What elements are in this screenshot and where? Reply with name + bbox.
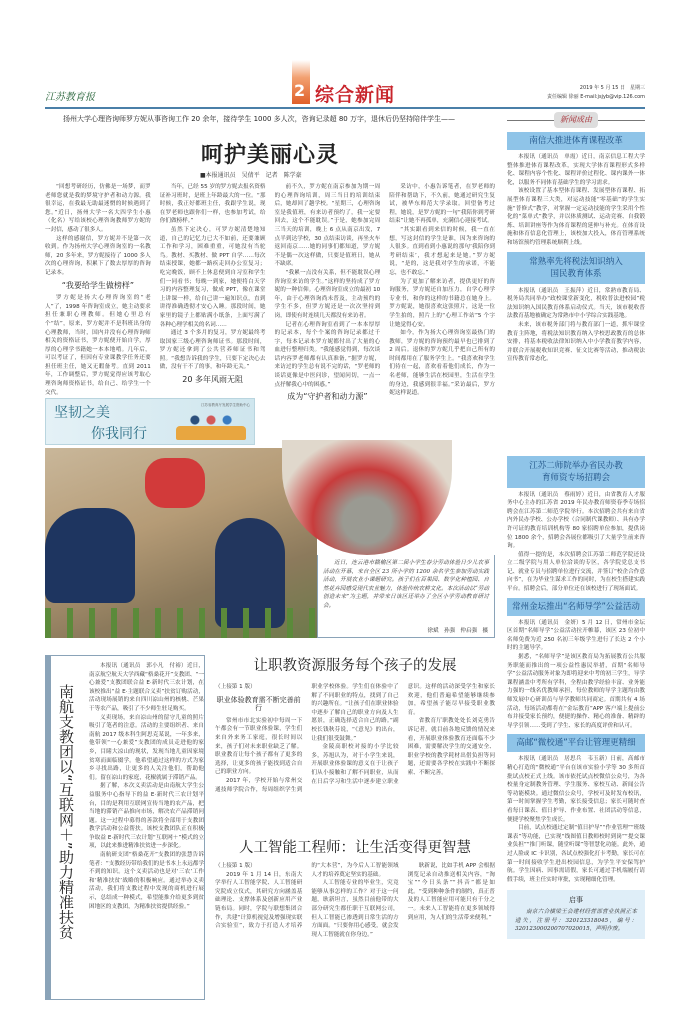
- continued-note: （上接第 1 版）: [215, 863, 256, 869]
- ai-headline: 人工智能工程师：让生活变得更智慧: [239, 840, 471, 856]
- lead-kicker: 扬州大学心理咨询师罗方妮从事咨询工作 20 余年，接待学生 1000 多人次，咨询记录超 80 万字，退休后仍坚持陪伴学生——: [63, 115, 455, 123]
- masthead: [45, 60, 645, 110]
- notice-text: 南京六合横梁王会建材经营部营业执照正本遗失，注册号：320123318045，编号：320123000200707020015，声明作废。: [515, 909, 637, 933]
- banner-small-text: 江苏省教育厅发展学生资助中心: [201, 403, 250, 407]
- subheading: 成为“守护者和动力源”: [287, 392, 368, 402]
- subheading: 职业体验教育需不断完善前行: [216, 695, 301, 713]
- paragraph: 耿新说，比如手机 APP 会根据浏览记录自动推送相关内容，“淘宝”“今日头条”“抖音”都是如此。“受到种种条件的制约，真正普及的人工智能应用可能只有千分之一。未来人工智能将在更多领域得到应用，为人们的生活带来便利。”: [407, 863, 495, 921]
- page-number-badge: [292, 60, 310, 104]
- paragraph: 本报讯（通讯员 郭小凡 付裕）近日，南京航空航天大学西藏“格桑花开”支教团、“一心兼爱”支教团联合益 E·新时代三农计划，在该校推出“益 E·主题联合义卖”扶贫订购活动，活动现场展销的来自四川凉山州的核桃、芒果干等农产品，吸引了不少师生驻足购买。: [89, 663, 204, 712]
- continued-note: （上接第 1 版）: [215, 684, 256, 690]
- paragraph: 记者在心理咨询室看到了一本本厚厚的记录本，每个个案的咨询记录都过千字，每本记录本罗方妮都付出了大量的心血进行整理归类。“我能感觉得到，每次谈话内容罗老师都有认真准备，”据罗方妮，来访过的学生总有说不完的话，“罗老师的谈话更像是中医问诊，望闻问切，一点一点抒解我心中的困惑。”: [274, 321, 381, 388]
- seedlings: [45, 608, 317, 638]
- brief-title: 南信大推进体育课程改革: [507, 132, 645, 150]
- paragraph: 这样的感谢信，罗方妮并不是第一次收到。作为扬州大学心理咨询室的一名教师，20 多年来，罗方妮接待了 1000 多人次的心理咨询，积累下了数去厚厚的咨询记录本。: [45, 235, 151, 276]
- paragraph: 南航研支团“格桑花开”支教团的张慧告诉笔者：“支教经历带给我们的是书本上永远都学不到的知识。这个义卖活动也是对‘三农’工作和‘精准扶贫’战略的积极响应。通过举办义卖活动，我们将支教过程中发现的商机进行展示，总结成一种模式，希望能推介给更多到贫困地区的支教团，为精准扶贫提供经验。”: [89, 852, 204, 910]
- banner-line2: 你我同行: [91, 426, 147, 442]
- brief-item: [507, 132, 645, 252]
- paragraph: 人工智能专业的毕业生，究竟能够从事怎样的工作？对于这一问题，耿新坦言，虽然目前他带的大部分研究生都任职于互联网公司，但人工智能已渗透到日常生活的方方面面。“只要你用心感受，就会发现人工智能就在你身边。”: [311, 880, 399, 938]
- paragraph: 2017 年，学校开始与常州交通技师学院合作，每周组织学生到职业学校体验。学生们在体验中了解了不同职业的特点，找到了自己的兴趣所在。“让孩子们在职业体验中逐步了解自己的职业方向及人生愿景，正确选择适合自己的路。”副校长钱秋芬说，“《意见》的出台，让我们很受鼓舞。”: [215, 684, 399, 793]
- paragraph: 未来，该市税务部门将与教育部门一道，抓牢课堂教育主阵地，将税法知识教育纳入学校思政教育的总体安排，将基本税收法律知识纳入中小学教育教学内容，并联合开展税收知识竞赛、征文比赛等活动，推动税法宣传教育常态化。: [507, 321, 645, 363]
- paragraph: 据了解，本次义卖活动是由南航大学生公益服务中心指导下的益 E·新时代三农计划平台，目的是利用互联网宣传当地的农产品，把当地的滞销产品推向市场，解决农产品滞销问题。这一过程中募得的善款将全部用于支教团教学活动和公益帮扶。该校支教团队正在积极争取益 E·新时代三农计划“互联网＋”模式的立项，以此来推进精准扶贫进一步深化。: [89, 783, 204, 850]
- paragraph: 如今，作为扬大心理咨询室最热门的教师，罗方妮的咨询预约最早也已排到了 2 周后。退休的罗方妮几乎把自己所有的时间都用在了服务学生上。“我喜欢和学生们待在一起，喜欢看着他们成长，作为一名老师，能够生活在校园里，生活在学生的身边，我感到很幸福。”采访最后，罗方妮这样说道。: [389, 330, 495, 397]
- brief-body: [507, 616, 645, 735]
- ai-story-body: [215, 862, 495, 1002]
- paragraph: “其实跟看到来信的时候，我一直在想，写这封信的学生是谁，因为来咨询的人很多。直到看到小惠说的那句‘我陪你到考研结束’，我才想起来是她。”罗方妮说，“是的，这是我对学生的承诺，不能忘，也不敢忘。”: [389, 226, 495, 276]
- paragraph: 省教育厅职教处处长刘克勇告诉记者，就目前各地反馈的情况来看，开展职业体验教育还面临不少困难，需要解决学生的交通安全、职业学校的教学耗材出借负担等问题，还需要各学校在实践中不断探索、不断完善。: [407, 718, 495, 776]
- side-story-box: [45, 655, 205, 1000]
- paragraph: 采访中，小惠告诉笔者，在罗老师的陪伴和帮助下，不久前，她通过研究生复试，被华东师范大学录取。回望备考过程，她说，是罗方妮的一句“我陪你到考研结束”让她不再孤单，充满信心迎接考试。: [389, 184, 495, 225]
- subheading: “我要给学生做榜样”: [61, 280, 135, 290]
- paragraph: 当年，已经 55 岁的罗方妮去报名资格证补习班时，是班上年龄最大的一位。“那时候，我正好都班主任，我跟学生说，现在罗老师也跟你们一样，也参加考试，给你们做榜样。”: [159, 184, 266, 225]
- brief-body: [507, 488, 645, 598]
- paragraph: 本报讯（通讯员 蔡雨婷）近日，由省教育人才服务中心主办的江苏省 2019 年民办教育师资春季专场招聘会在江苏第二师范学院举行。本次招聘会共有来自省内外民办学校、公办学校（合同制代课教师）、具有办学许可证的教育培训机构等 80 家招聘单位参加，提供岗位 1800 余个，招聘会各展位都吸引了大量学生前来咨询。: [507, 491, 645, 550]
- section-title: 综合新闻: [315, 84, 396, 106]
- paragraph: “我累一点没有关系，但不能耽误心理咨询室来访的学生。”这样的坚持成了罗方妮的一种信仰。心理咨询室成立的最初 10 年，由于心理咨询尚未普及，主动预约的学生不多，但罗方妮还是一次次坚持到岗，即使有时连续几天都没有来访者。: [274, 269, 381, 319]
- brief-body: [507, 150, 645, 252]
- paragraph: 本报讯（通讯员 单霞）近日，南京信息工程大学整体推进体育课程改革，实现大学体育课程形式多样化、课程内容个性化、课程评价过程化、课内课外一体化，以服务不同体育基础学生的学习需求。: [507, 154, 645, 186]
- side-story-title: 南航支教团以“互联网＋”助力精准扶贫: [57, 684, 75, 940]
- brief-title: 江苏二师院举办省民办教育师资专场招聘会: [507, 456, 645, 488]
- photo-caption-box: [317, 555, 495, 638]
- paragraph: 本报讯（通讯员 居思兵 韦玉新）日前，高邮市精心打造的“微校通”平台在该市实验小学等 30 多所首批试点校正式上线。该市依托试点校微信公众号，为各校量身定制教务管理、学生服务、家校互动、新闻公告等功能模块。通过微信公众号，学校可及时发布校讯，第一时间掌握学生考勤，家长接受信息；家长可随时查看每日课表、值日护导、作业布置、社团活动等信息，便捷学校聚焦学生成长。: [507, 756, 645, 823]
- paragraph: “回想考研经历，仿佛是一场梦，而罗老师您就是我的梦境守护者和动力源。我很幸运，在我最无助最迷惘的时候遇到了您。”近日，扬州大学一名大四学生小惠（化名）写给该校心理咨询教师罗方妮的一封信，感动了很多人。: [45, 184, 151, 233]
- paragraph: 义卖现场，来自凉山州的留守儿童的照片吸引了笔者的注意。活动的主要组织者、来自南航 2017 级本科生阿思克某说，一年多来，他带领“一心兼爱”支教团的成员走进他的家乡，目睹大凉山的现状，发现当地儿童因家境贫寒而面临辍学。他希望通过这样的方式为家乡寻找出路，让更多的人关注他们，帮助他们。留在凉山的家庭，花椒就属于滞销产品。: [89, 714, 204, 781]
- issue-date: 2019 年 5 月 15 日 星期三: [579, 85, 645, 91]
- children-illustration: [188, 414, 234, 426]
- page-number: 2: [294, 81, 306, 100]
- right-column: [507, 110, 645, 939]
- paragraph: 目前，试点校通过定制“值日护导”“作业管理”“班级课表”等功能，已实现“线图值日教师校时到岗”“提交课业负担”“推门听课，随堂听课”等智慧化功能。此外，通过人脸或 IC 卡识别，各试点校强化打卡考勤，家长可在第一时间接收学生进出校园信息，为学生平安保驾护航。学生因病、因事需请假，家长可通过手机端履行请假手续，班主任实时审批，实现精细化管理。: [507, 825, 645, 883]
- paragraph: 常州市市北实验初中每周一下午都会有一节职业体验课，学生们来自外来务工家庭，很长时间以来，孩子们对未来职业缺乏了解。职业教育让每个孩子都有了更多的选择，让更多的孩子能找到适合自己的职业方向。: [215, 717, 303, 776]
- voc-headline: 让职教资源服务每个孩子的发展: [253, 658, 457, 674]
- brief-title: 常熟率先将税法知识纳入国民教育体系: [507, 252, 645, 284]
- paragraph: 值得一提的是，本次招聘会江苏第二师范学院还设立二级学院与用人单位洽谈的专区，各学院党总支书记、就业专员与招聘单位进行交流，并签订“校企合作意向书”，在为毕业生谋求工作的同时，为在校生搭建实践平台。招聘会后，部分单位还在该校进行了现场面试。: [507, 551, 645, 593]
- photo-credit: 徐斌 孙强 仲启强 摄: [427, 628, 488, 634]
- brief-item: [507, 252, 645, 456]
- paragraph: 金陵高职校对接的小学比较多，苏旭认为，对于小学生来说，开展职业体验课的意义在于让孩子们从小接触和了解不同职业，从而在日后学习和生活中逐步建立职业意识。这样的活动深受学生和家长欢迎，他们普遍希望能够继续参加，希望孩子能尽早接受职业教育。: [311, 684, 495, 785]
- lead-byline: ■本报通讯员 吴倩平 记者 陈学豪: [200, 172, 302, 179]
- paragraph: 罗方妮是扬大心理咨询室的“老人”了，1998 年咨询室成立，她主动要求担任兼职心理教师。但她心里总有个“结”，原来，罗方妮并不是科班出身的心理教师，当时，国内并没有心理咨询师相关的资格证书，罗方妮便开始自学，厚厚的心理学书籍她一本本地啃。几年后，可以考证了，但因有专业课教学任务还要担任班主任，她又无暇备考。直到 2011 年，工作调整后，罗方妮觉得应该考取心理咨询师资格证书，给自己、给学生一个交代。: [45, 295, 151, 396]
- news-brief-label: 新闻成由: [554, 112, 598, 128]
- notice-title: 启事: [569, 896, 583, 905]
- paragraph: 为了更加了解来访者，提供更好的咨询服务，罗方妮还自加压力，自学心理学专业书，和你的这样的书籍总在她身上。罗方妮说，她很喜欢这张照片，这是一位学生拍的，照片上的“心理工作站”5 个字让她觉得心安。: [389, 278, 495, 328]
- brief-item: [507, 456, 645, 598]
- resilience-banner: [45, 398, 255, 445]
- brief-body: [507, 284, 645, 456]
- brief-body: [507, 752, 645, 888]
- masthead-rule: [45, 107, 645, 109]
- paragraph: 2019 年 1 月 14 日，东南大学举行人工智能学院、人工智能研究院成立仪式，其研究方向涵盖基础理论、支撑体系及创新应用产业链布局。同时，学院与联想集团合作，共建“计算机视觉及增强现实联合实验室”，致力于打造人才培养的“大本营”，为今后人工智能领域人才的培养奠定坚实的基础。: [215, 863, 399, 930]
- news-brief-header: [507, 110, 645, 132]
- newspaper-logo: 江苏教育报: [45, 92, 95, 103]
- side-story-body: [89, 662, 204, 996]
- brief-item: [507, 734, 645, 888]
- subheading: 20 多年风雨无阻: [182, 375, 243, 385]
- paragraph: 本报讯（通讯员 金妍）5 月 12 日，常州市金坛区首期“名师导学”公益活动拉开帷幕，该区 23 位初中名师免费为近 250 名初三年级学生进行了长达 2 个小时的主题导学。: [507, 619, 645, 652]
- photo-caption: 近日，连云港市赣榆区第二届小学生春分劳动体验日少儿农事活动在开幕，来自全区 23 所小学的 1200 余名学生参加劳动实践活动，开展农业小课题研究。孩子们在百果园、数学化种植园、自然花卉园感受现代农业魅力，体验传统农耕文化。本次活动以“劳动创造未来”为主题，并带来日该区还举办了全区小学劳动教育研讨会。: [323, 560, 489, 609]
- banner-line1: 坚韧之美: [54, 405, 110, 421]
- bus-illustration: [176, 426, 246, 440]
- lead-headline: 呵护美丽心灵: [200, 143, 339, 168]
- brief-title: 高邮“微校通”平台让管理更精细: [507, 734, 645, 752]
- brief-item: [507, 598, 645, 735]
- lead-story-body: [45, 183, 495, 405]
- paragraph: 虽然下定决心，可罗方妮清楚地知道，自己的记忆力已大不如前，还要兼顾工作和学习，困难重重，可她没有当驼鸟。教材、买教材、做 PPT 自学……每次结束授课，她都一路疾走回办公室复习；吃完晚饭，顾不上休息便到自习室和学生们一同看书；每晚一到家，她便将白天学习的内容整理复习，做成 PPT，像在课堂上讲课一样，给自己讲一遍知识点，直到讲得准确透彻才安心入睡。那段时间，她家里的镜子上都贴满小纸条，上面写满了各种心理学相关的名词……: [159, 226, 266, 328]
- farm-photo: [45, 448, 317, 638]
- paragraph: 据悉，“名师导学”是该区教育局为拓展教育公共服务职能而推出的一项公益性惠民举措，首期“名师导学”公益活动服务对象为即将迎来中考的初三学生，导学课程涵盖中考所有学科，全程由教学经验丰富、业务能力强的一线名优教师承担，每位教师的导学主题均由教师发展中心研训员与导学教师共同商定。首期共有 4 场活动，每场活动都将在“金坛教育”APP 客户端上提前公布并接受家长预约，便捷的操作、精心的准备、精辟的导学引领……受到了学生、家长的高度评价和认可。: [507, 654, 645, 729]
- student-figure: [45, 508, 135, 603]
- brief-title: 常州金坛推出“名师导学”公益活动: [507, 598, 645, 616]
- voc-story-body: [215, 683, 495, 823]
- notice-box: [507, 890, 645, 939]
- paragraph: 通过 3 个多月的复习，罗方妮最终考取国家三级心理咨询师证书。那段时间，罗方妮还拿到了公共营养师证书和驾照。“我想告诉我的学生，只要下定决心去做，没有干不了的事，和年龄无关。”: [159, 330, 266, 371]
- paragraph: 前不久，罗方妮在南京参加为期一周的心理咨询培训，周三当日的培训结束后，她却回了趟学校。“星期三，心理咨询室是我值班，有来访者预约了，我一定要回去，这个不能耽误。”于是，她参加完周三当天的培训，晚上 6 点从南京出发，7 点半到达学校，30 点结束访谈，再坐火车返回南京……她的同事们都知道，罗方妮不是偶一次这样做，只要是值班日，她从不缺席。: [274, 184, 381, 268]
- paragraph: 本报讯（通讯员 王振萍）近日，常熟市教育局、税务局共同举办“政校课堂新变化，税收普法进校园”税法知识纳入国民教育体系启动仪式。当天，该市税收普法教育基地被确定为常熟市中小学综合实践基地。: [507, 287, 645, 320]
- student-figure: [145, 458, 205, 508]
- editor-info: 责任编辑 徐丽 E-mail:jsjyb@vip.126.com: [547, 94, 645, 100]
- paragraph: 该校设置了基本型体育课程、发展型体育课程、拓展型体育课程三大类，对运动技能“零基础”的学生实施“普修式”教学，对掌握一定运动技能的学生采用个性化的“菜单式”教学，并以体质测试、运动竞赛、自我锻炼、培训讲座等作为体育课程的延伸与补充。在体育设施和体育信息化管理上，该校加大投入，体育管理系统和场馆预约管理系统顺利上线。: [507, 188, 645, 246]
